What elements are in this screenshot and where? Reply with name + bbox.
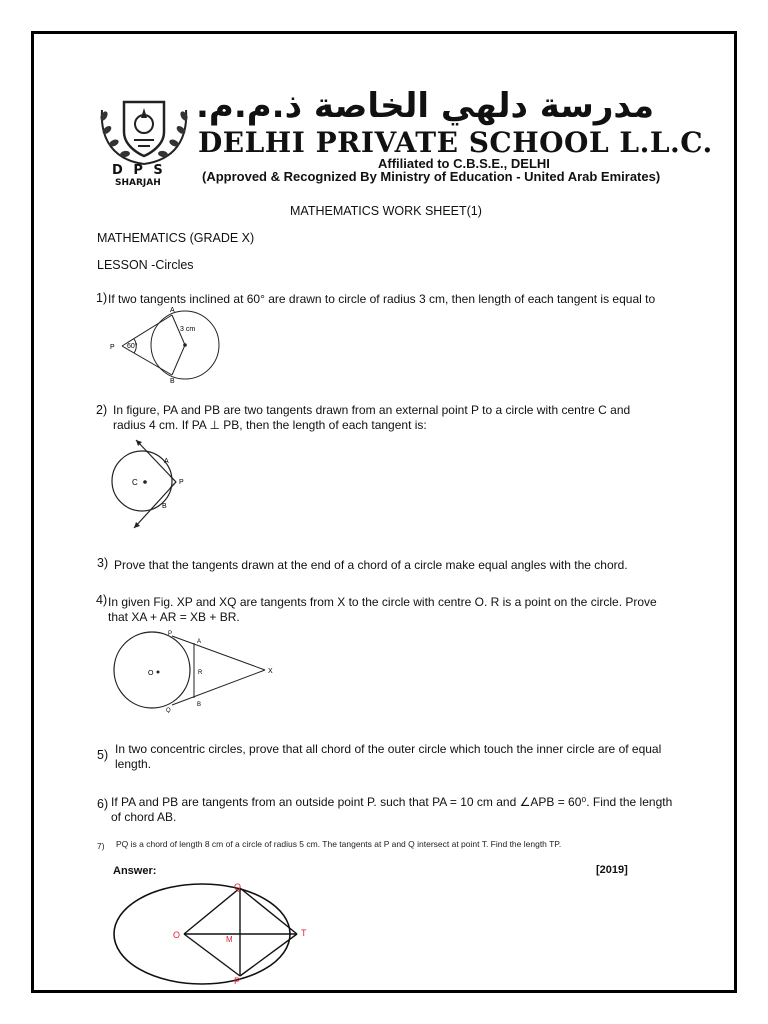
question-1-figure — [100, 305, 230, 385]
label-o: O — [173, 930, 181, 940]
label-o: O — [148, 670, 154, 677]
label-m: M — [226, 935, 233, 944]
question-text: In two concentric circles, prove that all chord of the outer circle which touch the inner circle are of equal length. — [115, 742, 662, 771]
subject-grade: MATHEMATICS (GRADE X) — [97, 231, 255, 245]
question-text: In given Fig. XP and XQ are tangents from X to the circle with centre O. R is a point on the circle. Prove that XA + AR = XB + BR. — [108, 595, 657, 624]
angle-label: 60° — [127, 343, 138, 350]
question-2-figure — [106, 438, 206, 533]
school-name: DELHI PRIVATE SCHOOL L.L.C. — [198, 126, 713, 159]
question-number: 4) — [96, 593, 108, 607]
label-r: R — [198, 670, 203, 676]
question-text: If PA and PB are tangents from an outside point P. such that PA = 10 cm and ∠APB = 60⁰. Find the length of chord AB. — [111, 795, 673, 824]
worksheet-title: MATHEMATICS WORK SHEET(1) — [290, 204, 482, 218]
label-q: Q — [234, 882, 242, 892]
label-c: C — [132, 478, 138, 487]
lesson-title: LESSON -Circles — [97, 258, 194, 272]
label-a: A — [197, 639, 202, 645]
label-q: Q — [166, 708, 171, 713]
label-x: X — [268, 668, 273, 675]
radius-label: 3 cm — [180, 326, 196, 333]
logo-text: D P S — [112, 163, 166, 178]
question-text: Prove that the tangents drawn at the end of a chord of a circle make equal angles with the chord. — [114, 558, 628, 572]
label-t: T — [301, 928, 307, 938]
label-p: P — [234, 976, 241, 986]
label-a: A — [170, 307, 175, 314]
label-a: A — [164, 458, 169, 465]
question-number: 5) — [97, 748, 109, 762]
question-number: 3) — [97, 556, 109, 570]
question-text: If two tangents inclined at 60° are drawn to circle of radius 3 cm, then length of each tangent is equal to — [108, 292, 656, 306]
approval-line: (Approved & Recognized By Ministry of Education - United Arab Emirates) — [202, 169, 661, 184]
year-label: [2019] — [596, 864, 628, 876]
arabic-school-name: مدرسة دلهي الخاصة ذ.م.م. — [196, 86, 655, 126]
label-b: B — [170, 378, 175, 385]
label-p: P — [110, 344, 115, 351]
affiliation: Affiliated to C.B.S.E., DELHI — [378, 156, 550, 171]
question-text: PQ is a chord of length 8 cm of a circle of radius 5 cm. The tangents at P and Q intersect at point T. Find the length TP. — [116, 839, 562, 849]
answer-label: Answer: — [113, 865, 157, 877]
label-b: B — [197, 702, 202, 708]
question-7-figure — [112, 878, 332, 988]
question-text: In figure, PA and PB are two tangents drawn from an external point P to a circle with centre C and radius 4 cm. If PA ⊥ PB, then the length of each tangent is: — [113, 403, 631, 432]
question-4-figure — [110, 628, 285, 713]
question-number: 6) — [97, 797, 109, 811]
label-b: B — [162, 503, 167, 510]
question-number: 7) — [97, 841, 105, 851]
question-number: 2) — [96, 403, 108, 417]
question-number: 1) — [96, 291, 108, 305]
logo-city: SHARJAH — [115, 178, 161, 188]
label-p: P — [179, 479, 184, 486]
school-logo — [94, 90, 194, 168]
label-p: P — [168, 631, 173, 637]
